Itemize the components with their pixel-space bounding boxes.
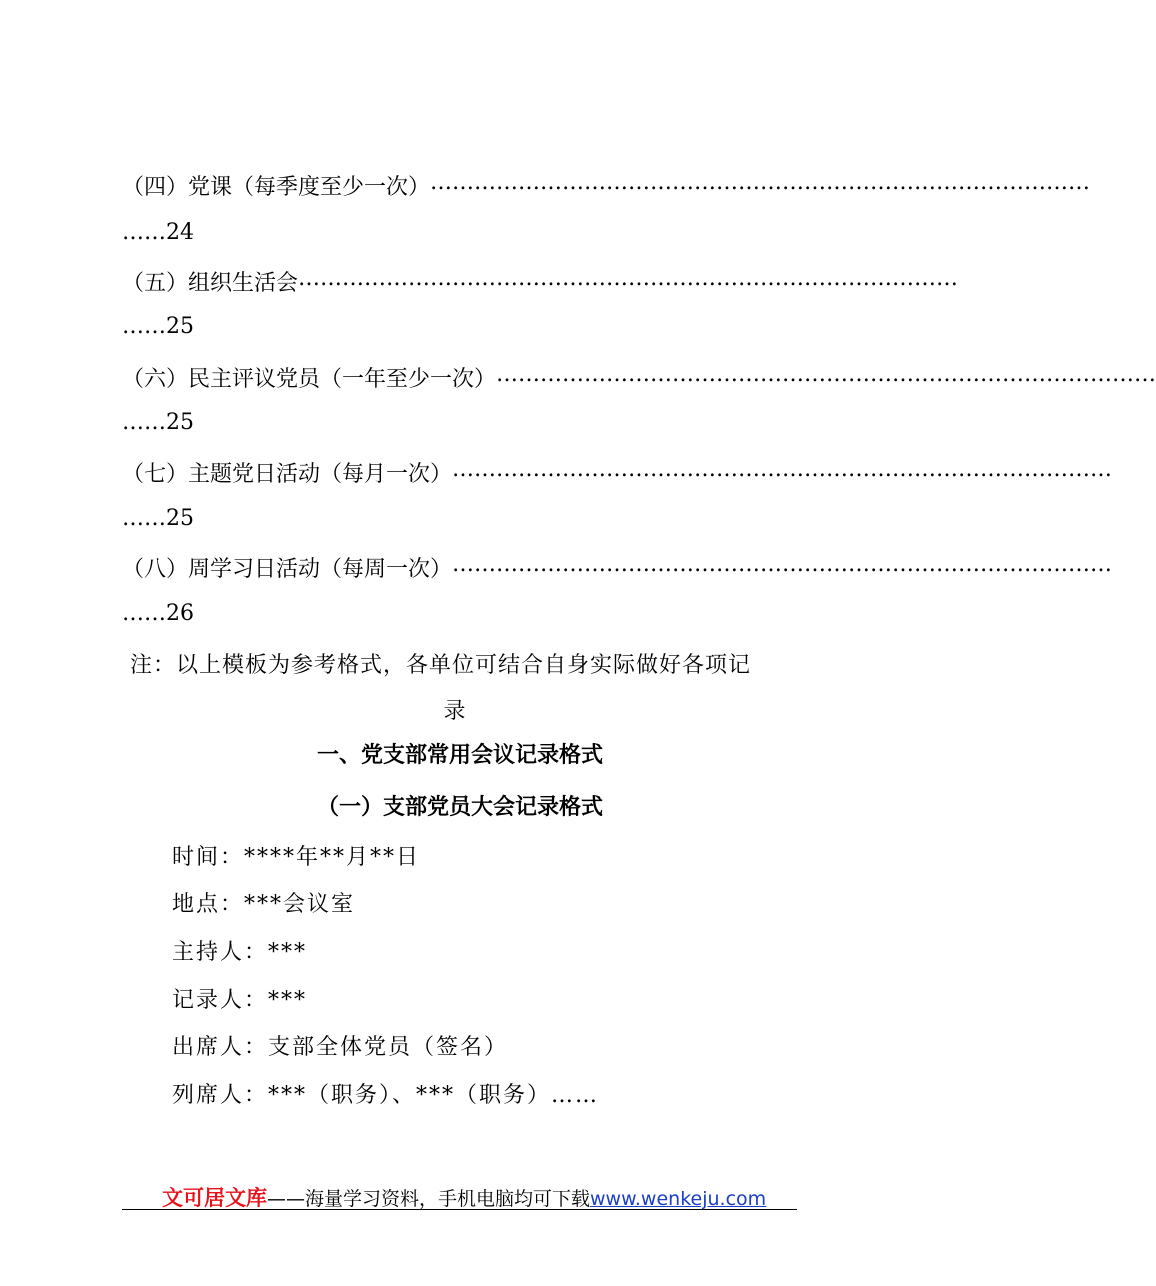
toc-leader-dots: ……………………………………………………………………………… [452, 552, 1113, 577]
toc-entry-label: （五）组织生活会 [122, 271, 299, 296]
footer-brand: 文可居文库 [162, 1186, 267, 1210]
toc-entry[interactable] [122, 552, 1113, 583]
footer-link[interactable]: www.wenkeju.com [590, 1188, 767, 1210]
toc-entry-page: ……24 [122, 220, 194, 245]
toc-entry-page: ……26 [122, 601, 194, 626]
toc-entry-page: ……25 [122, 506, 194, 531]
toc-entry-page: ……25 [122, 410, 194, 435]
subsection-heading: （一）支部党员大会记录格式 [316, 795, 603, 820]
meeting-place: 地点：***会议室 [172, 892, 356, 917]
toc-entry-label: （六）民主评议党员（一年至少一次） [122, 367, 497, 392]
toc-entry-page: ……25 [122, 314, 194, 339]
footer-divider [122, 1209, 797, 1210]
meeting-host: 主持人：*** [172, 940, 308, 965]
toc-entry-label: （七）主题党日活动（每月一次） [122, 462, 453, 487]
toc-entry[interactable] [122, 457, 1113, 488]
toc-entry-label: （四）党课（每季度至少一次） [122, 175, 431, 200]
meeting-time: 时间：****年**月**日 [172, 845, 421, 870]
toc-leader-dots: ……………………………………………………………………………… [452, 457, 1113, 482]
toc-entry[interactable] [122, 266, 959, 297]
note-text: 注：以上模板为参考格式，各单位可结合自身实际做好各项记 [130, 653, 752, 678]
toc-leader-dots: ……………………………………………………………………………… [430, 170, 1091, 195]
page-footer [162, 1182, 766, 1212]
section-heading: 一、党支部常用会议记录格式 [316, 743, 603, 768]
toc-leader-dots: ……………………………………………………………………………… [298, 266, 959, 291]
toc-entry[interactable] [122, 170, 1091, 201]
toc-entry-label: （八）周学习日活动（每周一次） [122, 557, 453, 582]
meeting-observers: 列席人：***（职务）、***（职务）…… [172, 1083, 600, 1108]
meeting-attendees: 出席人：支部全体党员（签名） [172, 1035, 509, 1060]
footer-tagline: ——海量学习资料，手机电脑均可下载 [267, 1188, 591, 1210]
toc-entry[interactable] [122, 362, 1156, 393]
note-text-continued: 录 [443, 699, 466, 724]
meeting-recorder: 记录人：*** [172, 988, 308, 1013]
toc-leader-dots: ……………………………………………………………………………… [496, 362, 1156, 387]
